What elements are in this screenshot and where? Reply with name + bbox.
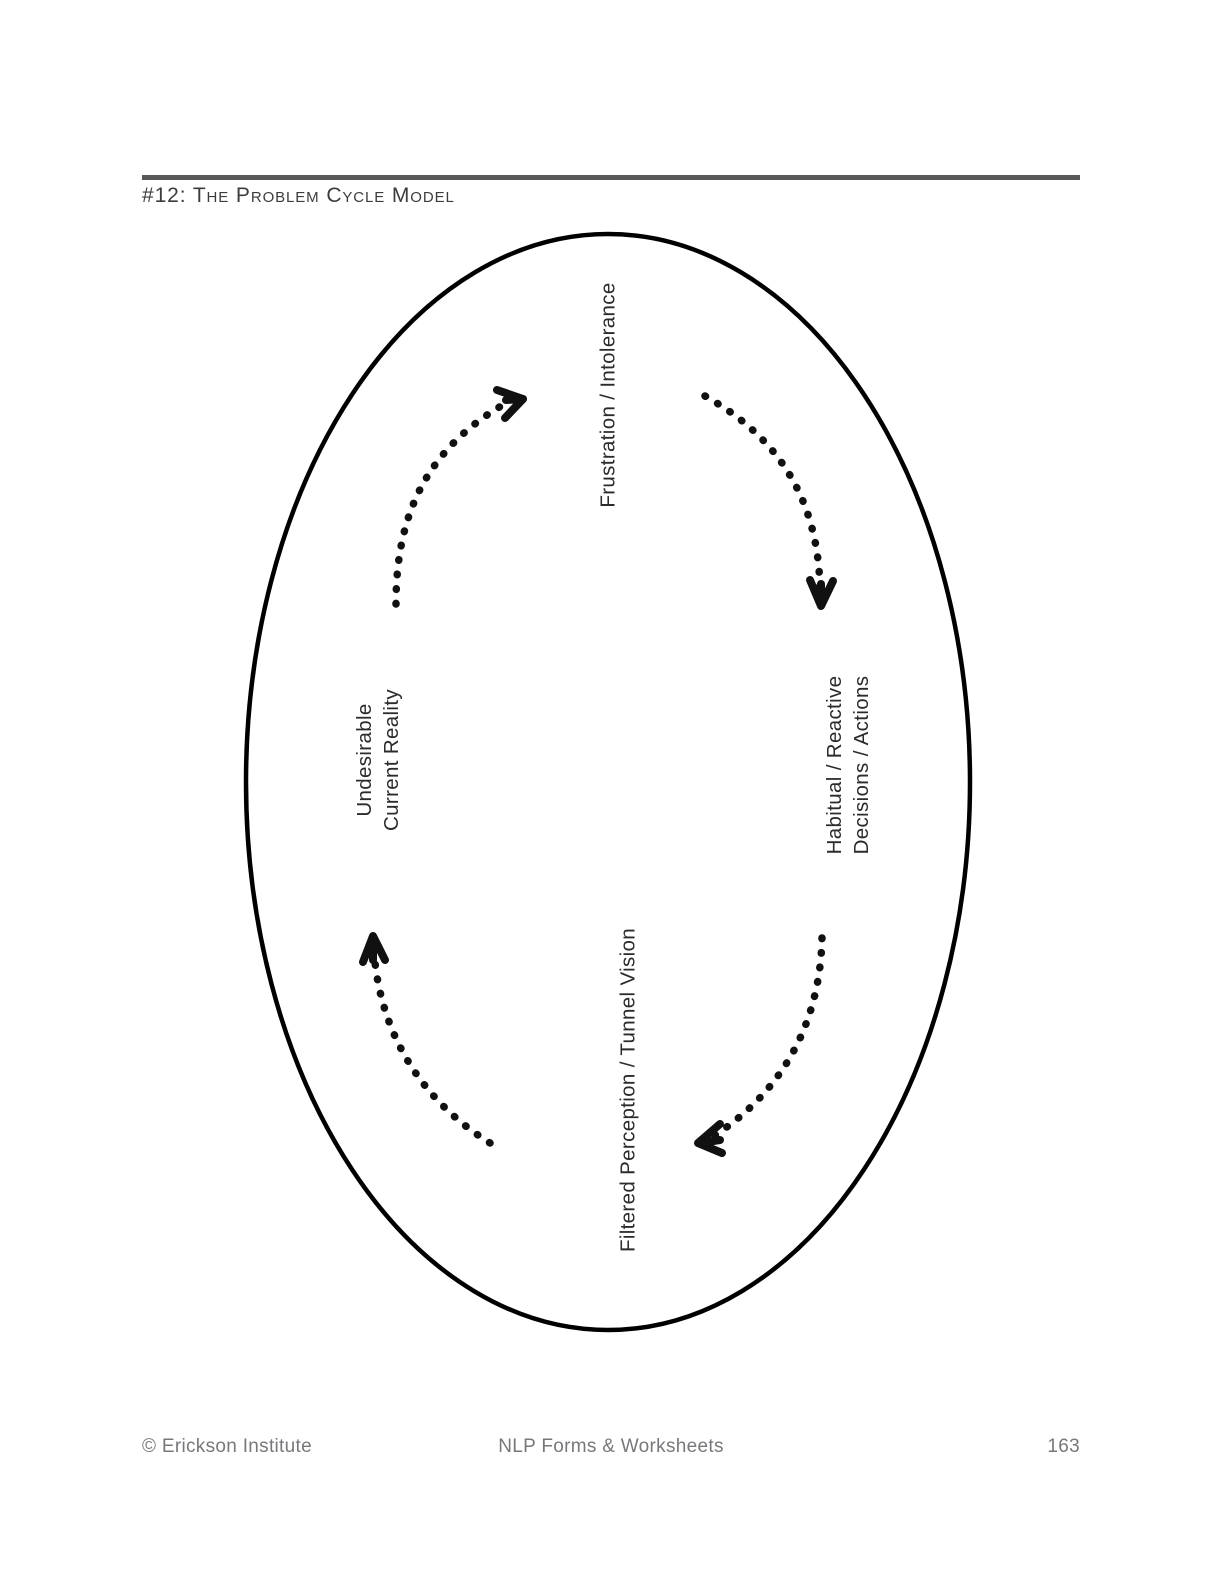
footer-page-number: 163 xyxy=(1047,1436,1080,1457)
arrow-right-down-icon xyxy=(705,396,833,606)
page-footer xyxy=(142,1436,1080,1462)
node-label-undesirable-line-2: Current Reality xyxy=(380,689,403,831)
node-label-filtered-perception-line-1: Filtered Perception / Tunnel Vision xyxy=(616,927,640,1253)
node-label-undesirable-line-1: Undesirable xyxy=(352,703,376,817)
footer-copyright: © Erickson Institute xyxy=(142,1436,312,1457)
node-label-habitual-reactive-line-1: Habitual / Reactive xyxy=(822,675,846,855)
page-title: #12: The Problem Cycle Model xyxy=(142,184,455,207)
node-label-habitual-reactive-line-2: Decisions / Actions xyxy=(850,675,873,855)
arrow-bottom-left-up-icon xyxy=(363,936,490,1143)
arrow-bottom-right-down-icon xyxy=(698,938,822,1153)
node-label-frustration-line-1: Frustration / Intolerance xyxy=(596,282,620,508)
footer-book-title: NLP Forms & Worksheets xyxy=(498,1436,724,1457)
arrow-left-up-icon xyxy=(396,390,523,604)
